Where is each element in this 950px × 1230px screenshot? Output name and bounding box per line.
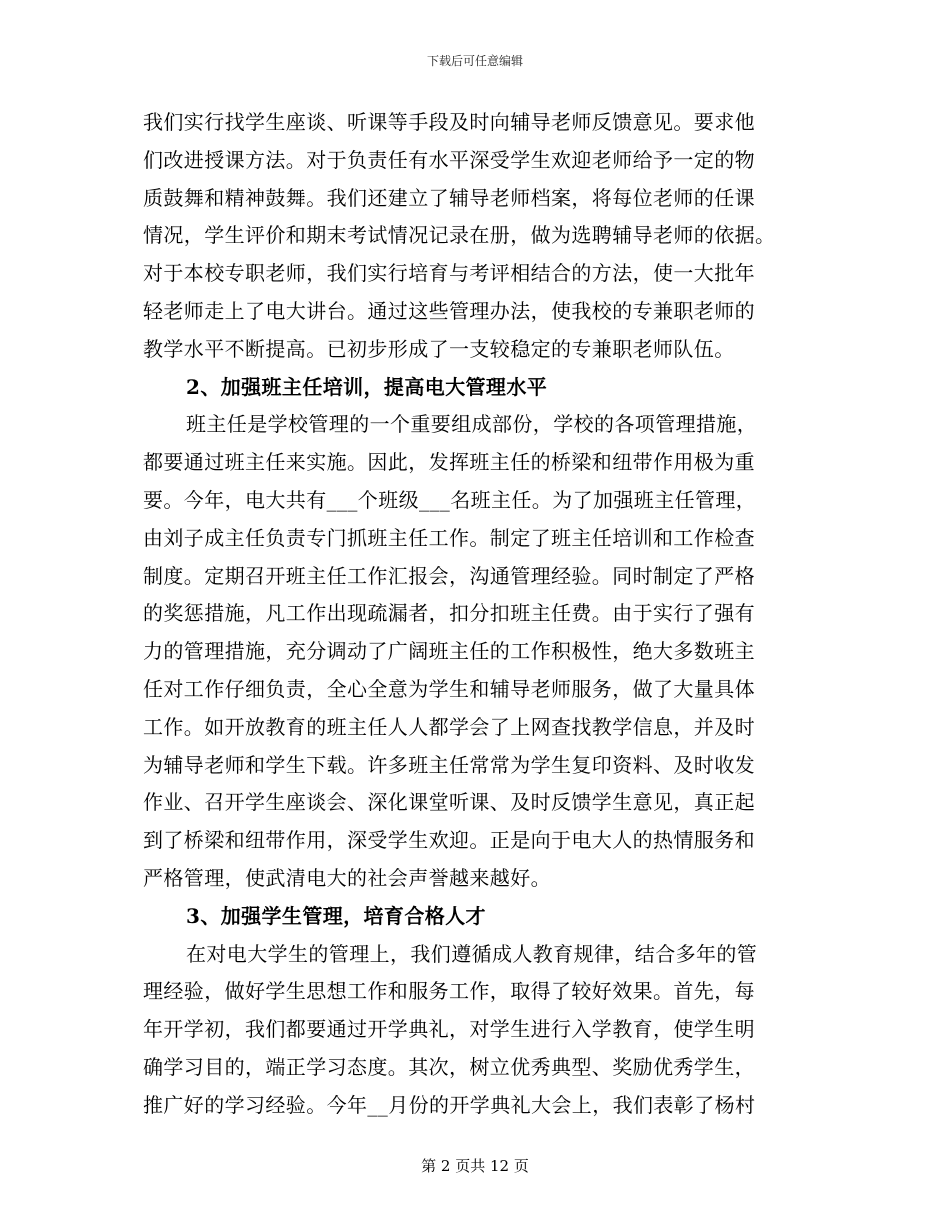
text-line: 理经验，做好学生思想工作和服务工作，取得了较好效果。首先，每 xyxy=(143,979,755,1004)
text-line: 年开学初，我们都要通过开学典礼，对学生进行入学教育，使学生明 xyxy=(143,1017,755,1042)
text-line: 作业、召开学生座谈会、深化课堂听课、及时反馈学生意见，真正起 xyxy=(143,790,755,815)
section-heading: 3、加强学生管理，培育合格人才 xyxy=(186,903,486,928)
text-line: 在对电大学生的管理上，我们遵循成人教育规律，结合多年的管 xyxy=(186,941,758,966)
text-line: 的奖惩措施，凡工作出现疏漏者，扣分扣班主任费。由于实行了强有 xyxy=(143,601,755,626)
text-line: 情况，学生评价和期末考试情况记录在册，做为选聘辅导老师的依据。 xyxy=(143,223,776,248)
text-line: 由刘子成主任负责专门抓班主任工作。制定了班主任培训和工作检查 xyxy=(143,525,755,550)
text-line: 对于本校专职老师，我们实行培育与考评相结合的方法，使一大批年 xyxy=(143,261,755,286)
text-line: 教学水平不断提高。已初步形成了一支较稳定的专兼职老师队伍。 xyxy=(143,336,735,361)
text-line: 推广好的学习经验。今年__月份的开学典礼大会上，我们表彰了杨村 xyxy=(143,1092,756,1117)
text-line: 确学习目的，端正学习态度。其次，树立优秀典型、奖励优秀学生， xyxy=(143,1054,755,1079)
text-line: 我们实行找学生座谈、听课等手段及时向辅导老师反馈意见。要求他 xyxy=(143,110,755,134)
document-body xyxy=(143,104,803,1125)
text-line: 质鼓舞和精神鼓舞。我们还建立了辅导老师档案，将每位老师的任课 xyxy=(143,185,755,210)
text-line: 要。今年，电大共有___个班级___名班主任。为了加强班主任管理， xyxy=(143,487,757,512)
text-line: 轻老师走上了电大讲台。通过这些管理办法，使我校的专兼职老师的 xyxy=(143,298,755,323)
page-header: 下载后可任意编辑 xyxy=(426,54,523,68)
text-line: 任对工作仔细负责，全心全意为学生和辅导老师服务，做了大量具体 xyxy=(143,676,755,701)
text-line: 制度。定期召开班主任工作汇报会，沟通管理经验。同时制定了严格 xyxy=(143,563,755,588)
text-line: 都要通过班主任来实施。因此，发挥班主任的桥梁和纽带作用极为重 xyxy=(143,450,755,475)
section-heading: 2、加强班主任培训，提高电大管理水平 xyxy=(186,374,548,399)
text-line: 工作。如开放教育的班主任人人都学会了上网查找教学信息，并及时 xyxy=(143,714,755,739)
text-line: 们改进授课方法。对于负责任有水平深受学生欢迎老师给予一定的物 xyxy=(143,147,755,172)
text-line: 到了桥梁和纽带作用，深受学生欢迎。正是向于电大人的热情服务和 xyxy=(143,828,755,853)
page-footer: 第 2 页共 12 页 xyxy=(421,1157,529,1175)
text-line: 班主任是学校管理的一个重要组成部份，学校的各项管理措施， xyxy=(186,412,758,437)
text-line: 力的管理措施，充分调动了广阔班主任的工作积极性，绝大多数班主 xyxy=(143,639,755,664)
text-line: 为辅导老师和学生下载。许多班主任常常为学生复印资料、及时收发 xyxy=(143,752,755,777)
text-line: 严格管理，使武清电大的社会声誉越来越好。 xyxy=(143,865,551,890)
